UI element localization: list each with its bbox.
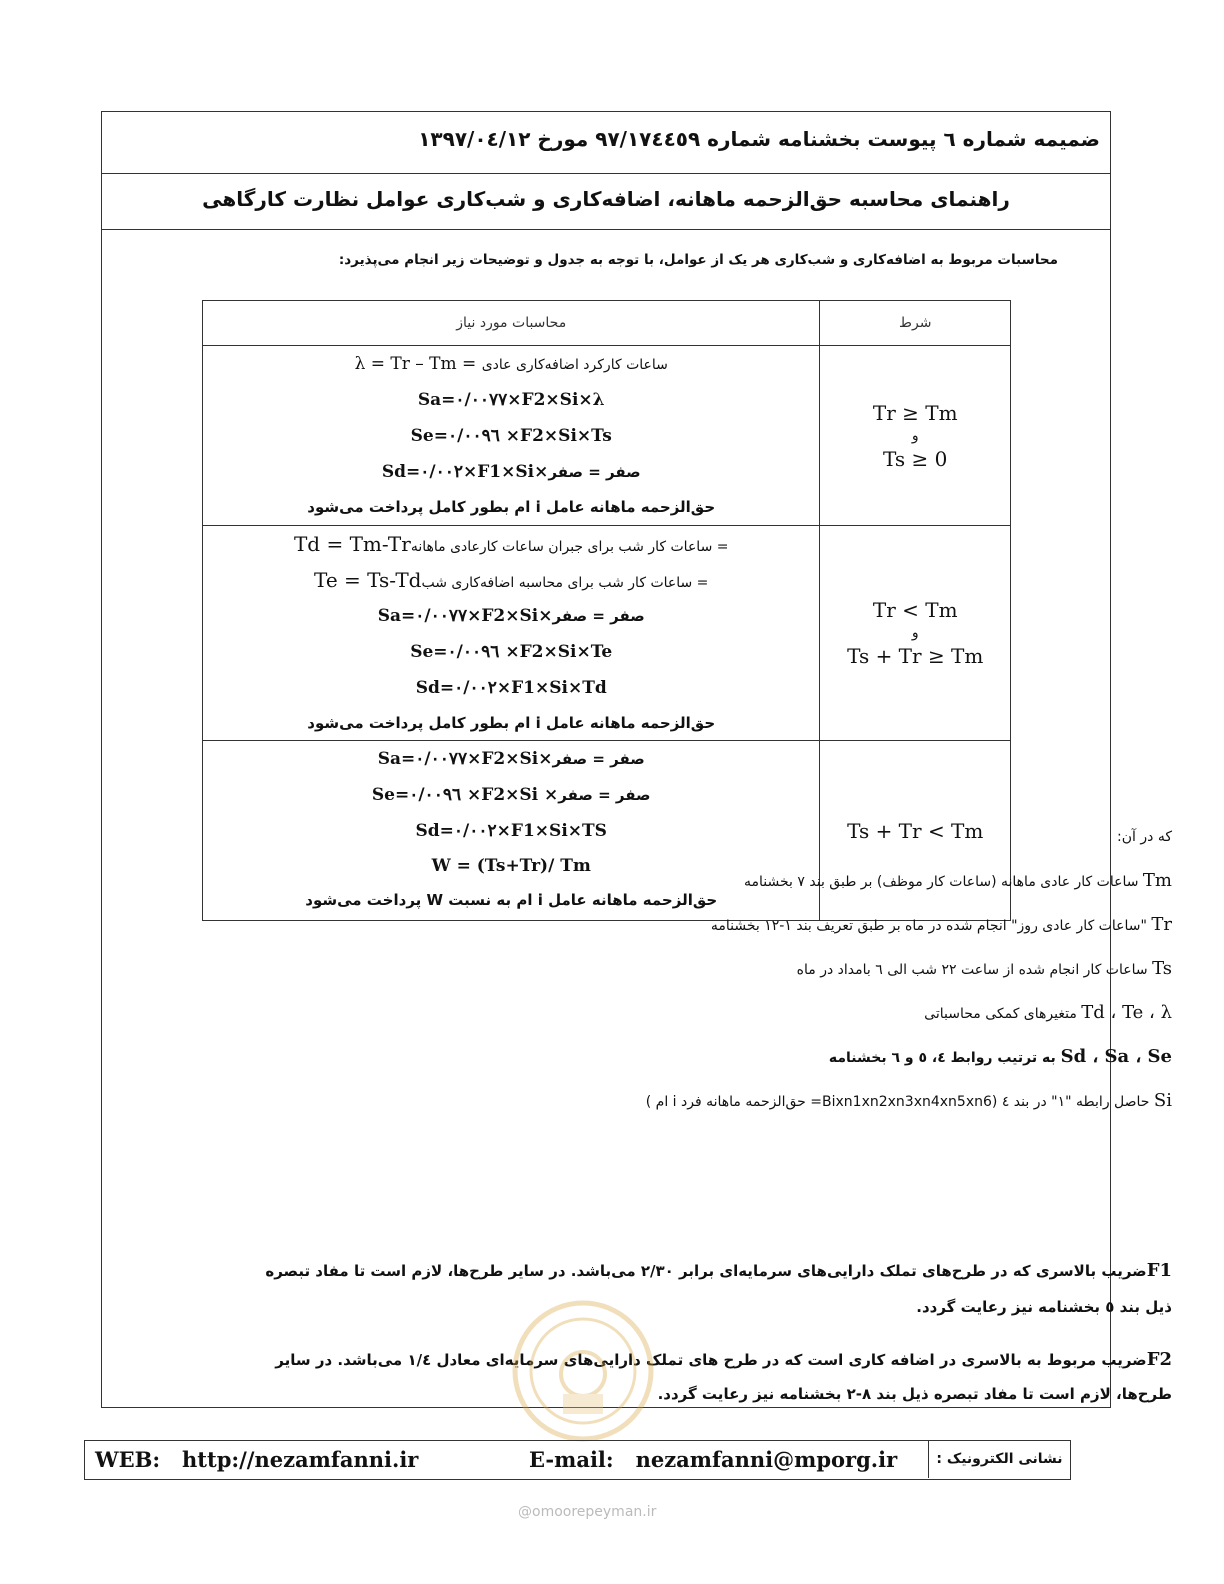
f2-symbol: F2 [1146, 1349, 1172, 1370]
row1-line1-formula: λ = Tr – Tm = [354, 354, 477, 374]
aux-symbols: Td ، Te ، λ [1081, 1002, 1172, 1023]
definition-s [272, 1045, 1172, 1089]
watermark-text: @omoorepeyman.ir [518, 1504, 657, 1520]
electronic-address-label: نشانی الکترونیک : [928, 1441, 1070, 1478]
definitions [272, 825, 1172, 1133]
row3-note: حق‌الزحمه ماهانه عامل i ام به نسبت W پرداخت می‌شود [305, 891, 718, 909]
email-label: E-mail: [529, 1447, 614, 1472]
row3-sa-formula: Sa=٠/٠٠٧٧×F2×Si× [377, 749, 553, 769]
row2-cond1: Tr < Tm [872, 598, 958, 622]
web-link[interactable]: http://nezamfanni.ir [182, 1447, 419, 1472]
row2-line1-text: = ساعات کار شب برای جبران ساعات کارعادی ماهانه [410, 539, 729, 555]
definition-aux [272, 1001, 1172, 1045]
cond-cell-1 [820, 346, 1011, 526]
f1-symbol: F1 [1146, 1260, 1172, 1281]
s-text: به ترتیب روابط ٤، ٥ و ٦ بخشنامه [828, 1050, 1061, 1066]
aux-text: متغیرهای کمکی محاسباتی [924, 1006, 1082, 1022]
row1-line1-text: ساعات کارکرد اضافه‌کاری عادی [481, 357, 668, 373]
annex-header: ضمیمه شماره ٦ پیوست بخشنامه شماره ٩٧/١٧٤٤٥٩ مورخ ١٣٩٧/٠٤/١٢ [102, 112, 1110, 174]
row3-sa-zero: صفر = صفر [552, 750, 645, 768]
si-symbol: Si [1153, 1090, 1172, 1111]
row2-cond2: Ts + Tr ≥ Tm [847, 644, 984, 668]
email [529, 1447, 897, 1472]
email-link[interactable]: nezamfanni@mporg.ir [635, 1447, 898, 1472]
row3-cond1: Ts + Tr < Tm [847, 818, 984, 843]
calc-cell-1 [203, 346, 820, 526]
seal-watermark [508, 1296, 658, 1446]
website [95, 1447, 418, 1472]
row1-cond1: Tr ≥ Tm [872, 400, 958, 425]
row3-w-formula: W = (Ts+Tr)/ Tm [431, 856, 591, 876]
tr-symbol: Tr [1151, 914, 1172, 935]
row1-sd-formula: Sd=٠/٠٠٢×F1×Si× [381, 462, 549, 482]
row2-line2-text: = ساعات کار شب برای محاسبه اضافه‌کاری شب [421, 575, 709, 591]
definition-si [272, 1089, 1172, 1133]
row2-te-def: Te = Ts-Td [314, 568, 422, 592]
row1-cond-and: و [911, 427, 919, 444]
web-label: WEB: [95, 1447, 161, 1472]
footer-bar [84, 1440, 1071, 1480]
definitions-lead: که در آن: [1117, 829, 1172, 845]
tr-text: "ساعات کار عادی روز" انجام شده در ماه بر طبق تعریف بند ١-١٢ بخشنامه [710, 918, 1152, 934]
row1-note: حق‌الزحمه ماهانه عامل i ام بطور کامل پرداخت می‌شود [307, 498, 716, 516]
cond-cell-2 [820, 526, 1011, 741]
s-symbols: Sd ، Sa ، Se [1060, 1046, 1172, 1067]
row2-se-formula: Se=٠/٠٠٩٦ ×F2×Si×Te [410, 642, 613, 662]
si-text: حاصل رابطه "١" در بند ٤ (Bixn1xn2xn3xn4xn5xn6= حق‌الزحمه ماهانه فرد i ام ) [645, 1094, 1154, 1110]
row1-se-formula: Se=٠/٠٠٩٦ ×F2×Si×Ts [410, 426, 612, 446]
row1-sd-zero: صفر = صفر [548, 463, 641, 481]
intro-text: محاسبات مربوط به اضافه‌کاری و شب‌کاری هر یک از عوامل، با توجه به جدول و توضیحات زیر انجام می‌پذیرد: [338, 252, 1058, 268]
definition-tr [272, 913, 1172, 957]
f1-text: ضریب بالاسری که در طرح‌های تملک دارایی‌های سرمایه‌ای برابر ٢/٣٠ می‌باشد. در سایر طرح‌ها، لازم است تا مفاد تبصره ذیل بند ٥ بخشنامه نیز رعایت گردد. [265, 1262, 1172, 1316]
definition-ts [272, 957, 1172, 1001]
row3-sd-formula: Sd=٠/٠٠٢×F1×Si×TS [415, 821, 607, 841]
row1-sa-formula: Sa=٠/٠٠٧٧×F2×Si×λ [417, 390, 605, 410]
row3-se-formula: Se=٠/٠٠٩٦ ×F2×Si × [371, 785, 559, 805]
table-row [203, 346, 1011, 526]
table-header-row [203, 301, 1011, 346]
row2-td-def: Td = Tm-Tr [293, 532, 411, 556]
row2-sa-formula: Sa=٠/٠٠٧٧×F2×Si× [377, 606, 553, 626]
document-frame [101, 111, 1111, 1408]
document-title: راهنمای محاسبه حق‌الزحمه ماهانه، اضافه‌کاری و شب‌کاری عوامل نظارت کارگاهی [102, 174, 1110, 230]
f2-text: ضریب مربوط به بالاسری در اضافه کاری است که در طرح های تملک دارایی‌های سرمایه‌ای معادل ١/٤ می‌باشد. در سایر طرح‌ها، لازم است تا مفاد تبصره ذیل بند ٨-٢ بخشنامه نیز رعایت گردد. [275, 1351, 1172, 1403]
row2-note: حق‌الزحمه ماهانه عامل i ام بطور کامل پرداخت می‌شود [307, 714, 716, 732]
header-condition: شرط [820, 301, 1011, 346]
table-row [203, 526, 1011, 741]
row2-cond-and: و [911, 625, 919, 641]
ts-text: ساعات کار انجام شده از ساعت ٢٢ شب الی ٦ بامداد در ماه [796, 962, 1153, 978]
row2-sd-formula: Sd=٠/٠٠٢×F1×Si×Td [415, 678, 607, 698]
definition-f2 [247, 1343, 1172, 1411]
ts-symbol: Ts [1152, 958, 1172, 979]
tm-text: ساعات کار عادی ماهانه (ساعات کار موظف) بر طبق بند ٧ بخشنامه [744, 874, 1143, 890]
calc-cell-2 [203, 526, 820, 741]
row2-sa-zero: صفر = صفر [552, 607, 645, 625]
definition-tm [272, 869, 1172, 913]
header-calculations: محاسبات مورد نیاز [203, 301, 820, 346]
definition-f1 [247, 1253, 1172, 1325]
row3-se-zero: صفر = صفر [558, 786, 651, 804]
tm-symbol: Tm [1142, 870, 1172, 891]
row1-cond2: Ts ≥ 0 [883, 446, 948, 471]
